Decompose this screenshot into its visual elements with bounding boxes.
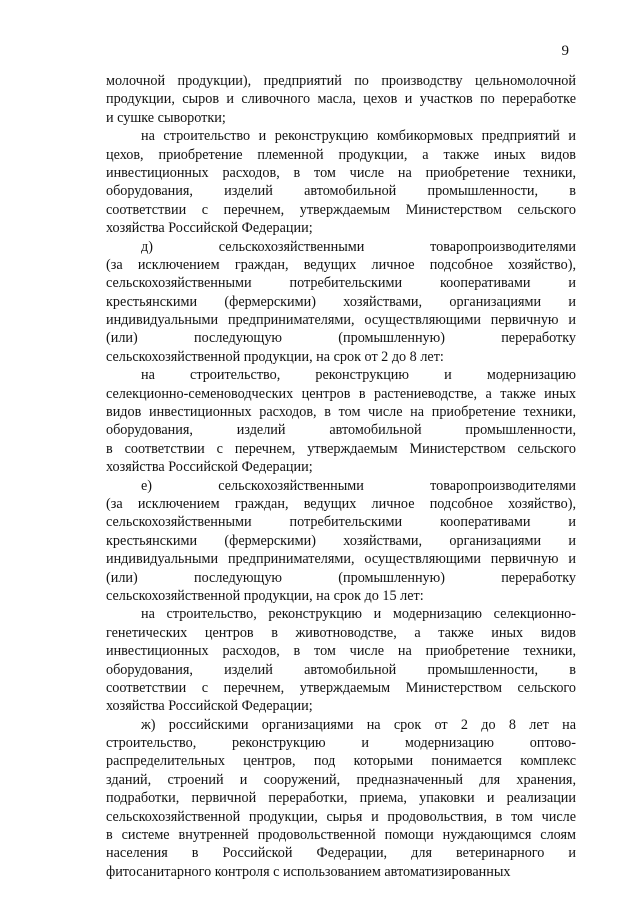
text-line: селекционно-семеноводческих центров в растениеводстве, а также иных: [106, 385, 576, 402]
text-line: на строительство и реконструкцию комбикормовых предприятий и: [141, 128, 576, 145]
text-line: молочной продукции), предприятий по производству цельномолочной: [106, 73, 576, 89]
paragraph: [106, 366, 576, 476]
text-line: хозяйства Российской Федерации;: [106, 698, 313, 715]
text-line: сельскохозяйственной продукции, на срок до 15 лет:: [106, 587, 424, 604]
paragraph: [106, 716, 576, 882]
text-line: е) сельскохозяйственными товаропроизводителями: [141, 477, 576, 494]
text-line: сельскохозяйственной продукции, на срок от 2 до 8 лет:: [106, 348, 444, 365]
text-line: крестьянскими (фермерскими) хозяйствами, организациями и: [106, 293, 576, 310]
text-line: крестьянскими (фермерскими) хозяйствами, организациями и: [106, 532, 576, 549]
text-line: индивидуальными предпринимателями, осуществляющими первичную и: [106, 312, 576, 329]
text-line: соответствии с перечнем, утверждаемым Министерством сельского: [106, 201, 576, 218]
paragraph: [106, 72, 576, 127]
paragraph: [106, 605, 576, 715]
text-line: и сушке сыворотки;: [106, 109, 226, 126]
text-line: сельскохозяйственными потребительскими кооперативами и: [106, 275, 576, 292]
text-line: д) сельскохозяйственными товаропроизводителями: [141, 238, 576, 255]
text-line: цехов, приобретение племенной продукции, а также иных видов: [106, 146, 576, 163]
text-line: инвестиционных расходов, в том числе на приобретение техники,: [106, 164, 576, 181]
text-line: оборудования, изделий автомобильной промышленности, в: [106, 661, 576, 678]
paragraph: [106, 127, 576, 237]
paragraph: [106, 477, 576, 606]
text-line: на строительство, реконструкцию и модернизацию: [141, 367, 576, 384]
text-line: генетических центров в животноводстве, а также иных видов: [106, 624, 576, 641]
text-line: фитосанитарного контроля с использованием автоматизированных: [106, 863, 511, 880]
text-line: соответствии с перечнем, утверждаемым Министерством сельского: [106, 679, 576, 696]
text-line: оборудования, изделий автомобильной промышленности,: [106, 422, 576, 439]
text-line: распределительных центров, под которыми понимается комплекс: [106, 753, 576, 770]
text-line: (за исключением граждан, ведущих личное подсобное хозяйство),: [106, 256, 576, 273]
text-line: подработки, первичной переработки, приема, упаковки и реализации: [106, 790, 576, 807]
text-line: в соответствии с перечнем, утверждаемым Министерством сельского: [106, 440, 576, 457]
text-line: хозяйства Российской Федерации;: [106, 220, 313, 237]
text-line: (или) последующую (промышленную) переработку: [106, 569, 576, 586]
text-line: видов инвестиционных расходов, в том числе на приобретение техники,: [106, 404, 576, 421]
text-line: (за исключением граждан, ведущих личное подсобное хозяйство),: [106, 495, 576, 512]
text-line: оборудования, изделий автомобильной промышленности, в: [106, 183, 576, 200]
text-line: ж) российскими организациями на срок от 2 до 8 лет на: [141, 716, 576, 733]
paragraph: [106, 238, 576, 367]
document-body: [106, 72, 576, 881]
page-number: 9: [561, 43, 569, 59]
text-line: зданий, строений и сооружений, предназначенный для хранения,: [106, 771, 576, 788]
text-line: (или) последующую (промышленную) переработку: [106, 330, 576, 347]
text-line: сельскохозяйственной продукции, сырья и продовольствия, в том числе: [106, 808, 576, 825]
text-line: населения в Российской Федерации, для ветеринарного и: [106, 845, 576, 862]
text-line: индивидуальными предпринимателями, осуществляющими первичную и: [106, 551, 576, 568]
text-line: в системе внутренней продовольственной помощи нуждающимся слоям: [106, 827, 576, 844]
text-line: на строительство, реконструкцию и модернизацию селекционно-: [141, 606, 576, 623]
text-line: сельскохозяйственными потребительскими кооперативами и: [106, 514, 576, 531]
text-line: хозяйства Российской Федерации;: [106, 459, 313, 476]
text-line: инвестиционных расходов, в том числе на приобретение техники,: [106, 643, 576, 660]
text-line: строительство, реконструкцию и модернизацию оптово-: [106, 735, 576, 752]
text-line: продукции, сыров и сливочного масла, цехов и участков по переработке: [106, 91, 576, 108]
